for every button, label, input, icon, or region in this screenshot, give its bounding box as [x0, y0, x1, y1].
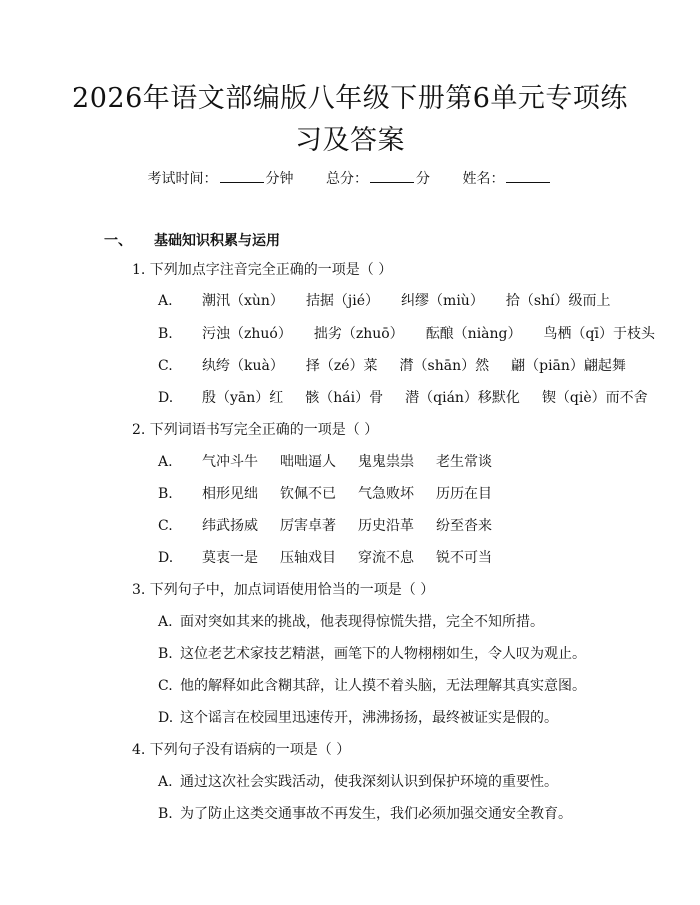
- document-title: 2026年语文部编版八年级下册第6单元专项练习及答案: [72, 83, 628, 156]
- answer-option[interactable]: [158, 644, 586, 664]
- option-word: 纨绔（kuà）: [202, 358, 284, 374]
- option-letter: D.: [158, 550, 174, 566]
- option-word: 老生常谈: [436, 454, 492, 470]
- student-name-blank[interactable]: [506, 168, 550, 183]
- answer-option[interactable]: [158, 548, 492, 568]
- option-letter: B.: [158, 646, 173, 662]
- answer-option[interactable]: [158, 516, 492, 536]
- option-word: 骸（hái）骨: [305, 390, 384, 406]
- option-letter: C.: [158, 358, 173, 374]
- option-letter: A.: [158, 614, 173, 630]
- option-letter: A.: [158, 293, 173, 309]
- student-name-field: [462, 171, 552, 187]
- question-stem: 4. 下列句子没有语病的一项是（ ）: [132, 742, 351, 758]
- option-word: 殷（yān）红: [202, 390, 284, 406]
- answer-option[interactable]: [158, 772, 558, 792]
- total-score-field: [326, 171, 434, 187]
- answer-option[interactable]: [158, 804, 572, 824]
- option-word: 污浊（zhuó）: [202, 326, 292, 342]
- option-word: 穿流不息: [358, 550, 414, 566]
- option-word: 酝酿（niàng）: [425, 326, 522, 342]
- option-word: 气急败坏: [358, 486, 414, 502]
- option-word: 莫衷一是: [202, 550, 258, 566]
- option-letter: D.: [158, 710, 174, 726]
- option-letter: D.: [158, 390, 174, 406]
- option-letter: B.: [158, 326, 173, 342]
- option-text: 通过这次社会实践活动，使我深刻认识到保护环境的重要性。: [180, 774, 558, 790]
- option-word: 鬼鬼祟祟: [358, 454, 414, 470]
- option-word: 历史沿革: [358, 518, 414, 534]
- total-score-unit: 分: [416, 171, 430, 187]
- option-word: 厉害卓著: [280, 518, 336, 534]
- answer-option[interactable]: [158, 356, 626, 376]
- exam-time-field: [148, 171, 298, 187]
- question-stem: 3. 下列句子中，加点词语使用恰当的一项是（ ）: [132, 582, 435, 598]
- answer-option[interactable]: [158, 484, 492, 504]
- option-word: 翩（piān）翩起舞: [511, 358, 626, 374]
- option-text: 为了防止这类交通事故不再发生，我们必须加强交通安全教育。: [180, 806, 572, 822]
- option-word: 钦佩不已: [280, 486, 336, 502]
- option-word: 鸟栖（qī）于枝头: [543, 326, 655, 342]
- option-letter: A.: [158, 774, 173, 790]
- option-word: 拾（shí）级而上: [505, 293, 611, 309]
- option-letter: C.: [158, 518, 173, 534]
- answer-option[interactable]: [158, 324, 655, 344]
- option-word: 气冲斗牛: [202, 454, 258, 470]
- exam-time-unit: 分钟: [265, 171, 294, 187]
- answer-option[interactable]: [158, 452, 492, 472]
- option-text: 这位老艺术家技艺精湛，画笔下的人物栩栩如生，令人叹为观止。: [180, 646, 586, 662]
- option-text: 他的解释如此含糊其辞，让人摸不着头脑，无法理解其真实意图。: [180, 678, 586, 694]
- option-word: 咄咄逼人: [280, 454, 336, 470]
- option-word: 择（zé）菜: [305, 358, 378, 374]
- option-word: 相形见绌: [202, 486, 258, 502]
- exam-info-line: [0, 168, 700, 189]
- option-letter: C.: [158, 678, 173, 694]
- option-word: 纠缪（miù）: [401, 293, 484, 309]
- option-letter: B.: [158, 806, 173, 822]
- total-score-label: 总分：: [326, 171, 368, 187]
- question-stem: 2. 下列词语书写完全正确的一项是（ ）: [132, 422, 379, 438]
- option-word: 纷至沓来: [436, 518, 492, 534]
- option-word: 锲（qiè）而不舍: [541, 390, 648, 406]
- option-word: 潜（qián）移默化: [405, 390, 520, 406]
- option-word: 历历在目: [436, 486, 492, 502]
- answer-option[interactable]: [158, 388, 648, 408]
- answer-option[interactable]: [158, 291, 611, 311]
- option-letter: A.: [158, 454, 173, 470]
- exam-time-blank[interactable]: [220, 168, 264, 183]
- section-heading: [104, 230, 280, 250]
- option-word: 压轴戏目: [280, 550, 336, 566]
- option-word: 拮据（jié）: [305, 293, 380, 309]
- student-name-label: 姓名：: [462, 171, 505, 187]
- section-number: 一、: [104, 233, 132, 249]
- answer-option[interactable]: [158, 676, 586, 696]
- option-word: 纬武扬威: [202, 518, 258, 534]
- option-text: 面对突如其来的挑战，他表现得惊慌失措，完全不知所措。: [180, 614, 544, 630]
- answer-option[interactable]: [158, 612, 544, 632]
- option-word: 拙劣（zhuō）: [313, 326, 404, 342]
- option-word: 潸（shān）然: [399, 358, 490, 374]
- option-text: 这个谣言在校园里迅速传开，沸沸扬扬，最终被证实是假的。: [180, 710, 558, 726]
- option-word: 锐不可当: [436, 550, 492, 566]
- question-stem: 1. 下列加点字注音完全正确的一项是（ ）: [132, 262, 393, 278]
- total-score-blank[interactable]: [370, 168, 414, 183]
- section-title: 基础知识积累与运用: [154, 233, 280, 249]
- option-letter: B.: [158, 486, 173, 502]
- option-word: 潮汛（xùn）: [202, 293, 284, 309]
- exam-time-label: 考试时间：: [147, 171, 218, 187]
- answer-option[interactable]: [158, 708, 558, 728]
